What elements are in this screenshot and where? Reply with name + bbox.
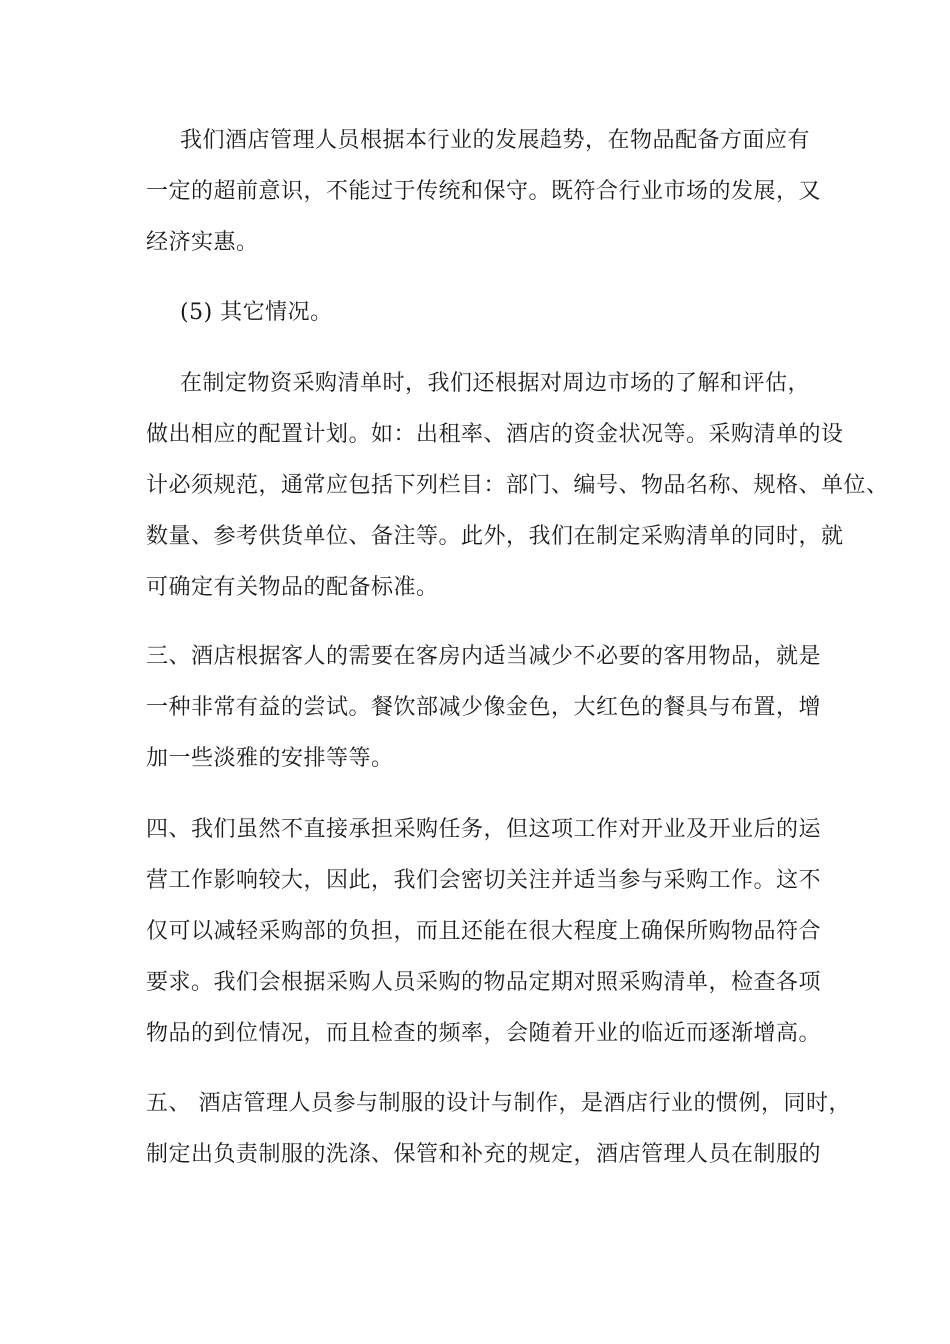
paragraph-line: 加一些淡雅的安排等等。 xyxy=(146,746,394,771)
paragraph-line: 在制定物资采购清单时，我们还根据对周边市场的了解和评估， xyxy=(180,371,811,396)
paragraph-line: 一种非常有益的尝试。餐饮部减少像金色，大红色的餐具与布置，增 xyxy=(146,695,822,720)
paragraph-line: 营工作影响较大，因此，我们会密切关注并适当参与采购工作。这不 xyxy=(146,868,822,893)
paragraph-line: 三、酒店根据客人的需要在客房内适当减少不必要的客用物品，就是 xyxy=(146,644,822,669)
paragraph-line: 做出相应的配置计划。如：出租率、酒店的资金状况等。采购清单的设 xyxy=(146,422,844,447)
paragraph-line: 一定的超前意识，不能过于传统和保守。既符合行业市场的发展，又 xyxy=(146,179,822,204)
section-heading: (5) 其它情况。 xyxy=(180,300,333,325)
paragraph-line: 经济实惠。 xyxy=(146,230,259,255)
paragraph-line: 五、 酒店管理人员参与制服的设计与制作，是酒店行业的惯例，同时， xyxy=(146,1091,851,1116)
paragraph-line: 制定出负责制服的洗涤、保管和补充的规定，酒店管理人员在制服的 xyxy=(146,1142,822,1167)
paragraph-line: 四、我们虽然不直接承担采购任务，但这项工作对开业及开业后的运 xyxy=(146,817,822,842)
paragraph-line: 要求。我们会根据采购人员采购的物品定期对照采购清单，检查各项 xyxy=(146,970,822,995)
paragraph-line: 数量、参考供货单位、备注等。此外，我们在制定采购清单的同时，就 xyxy=(146,524,844,549)
paragraph-line: 仅可以减轻采购部的负担，而且还能在很大程度上确保所购物品符合 xyxy=(146,919,822,944)
paragraph-line: 可确定有关物品的配备标准。 xyxy=(146,575,439,600)
paragraph-line: 物品的到位情况，而且检查的频率，会随着开业的临近而逐渐增高。 xyxy=(146,1021,822,1046)
paragraph-line: 计必须规范，通常应包括下列栏目：部门、编号、物品名称、规格、单位、 xyxy=(146,473,889,498)
paragraph-line: 我们酒店管理人员根据本行业的发展趋势，在物品配备方面应有 xyxy=(180,128,811,153)
